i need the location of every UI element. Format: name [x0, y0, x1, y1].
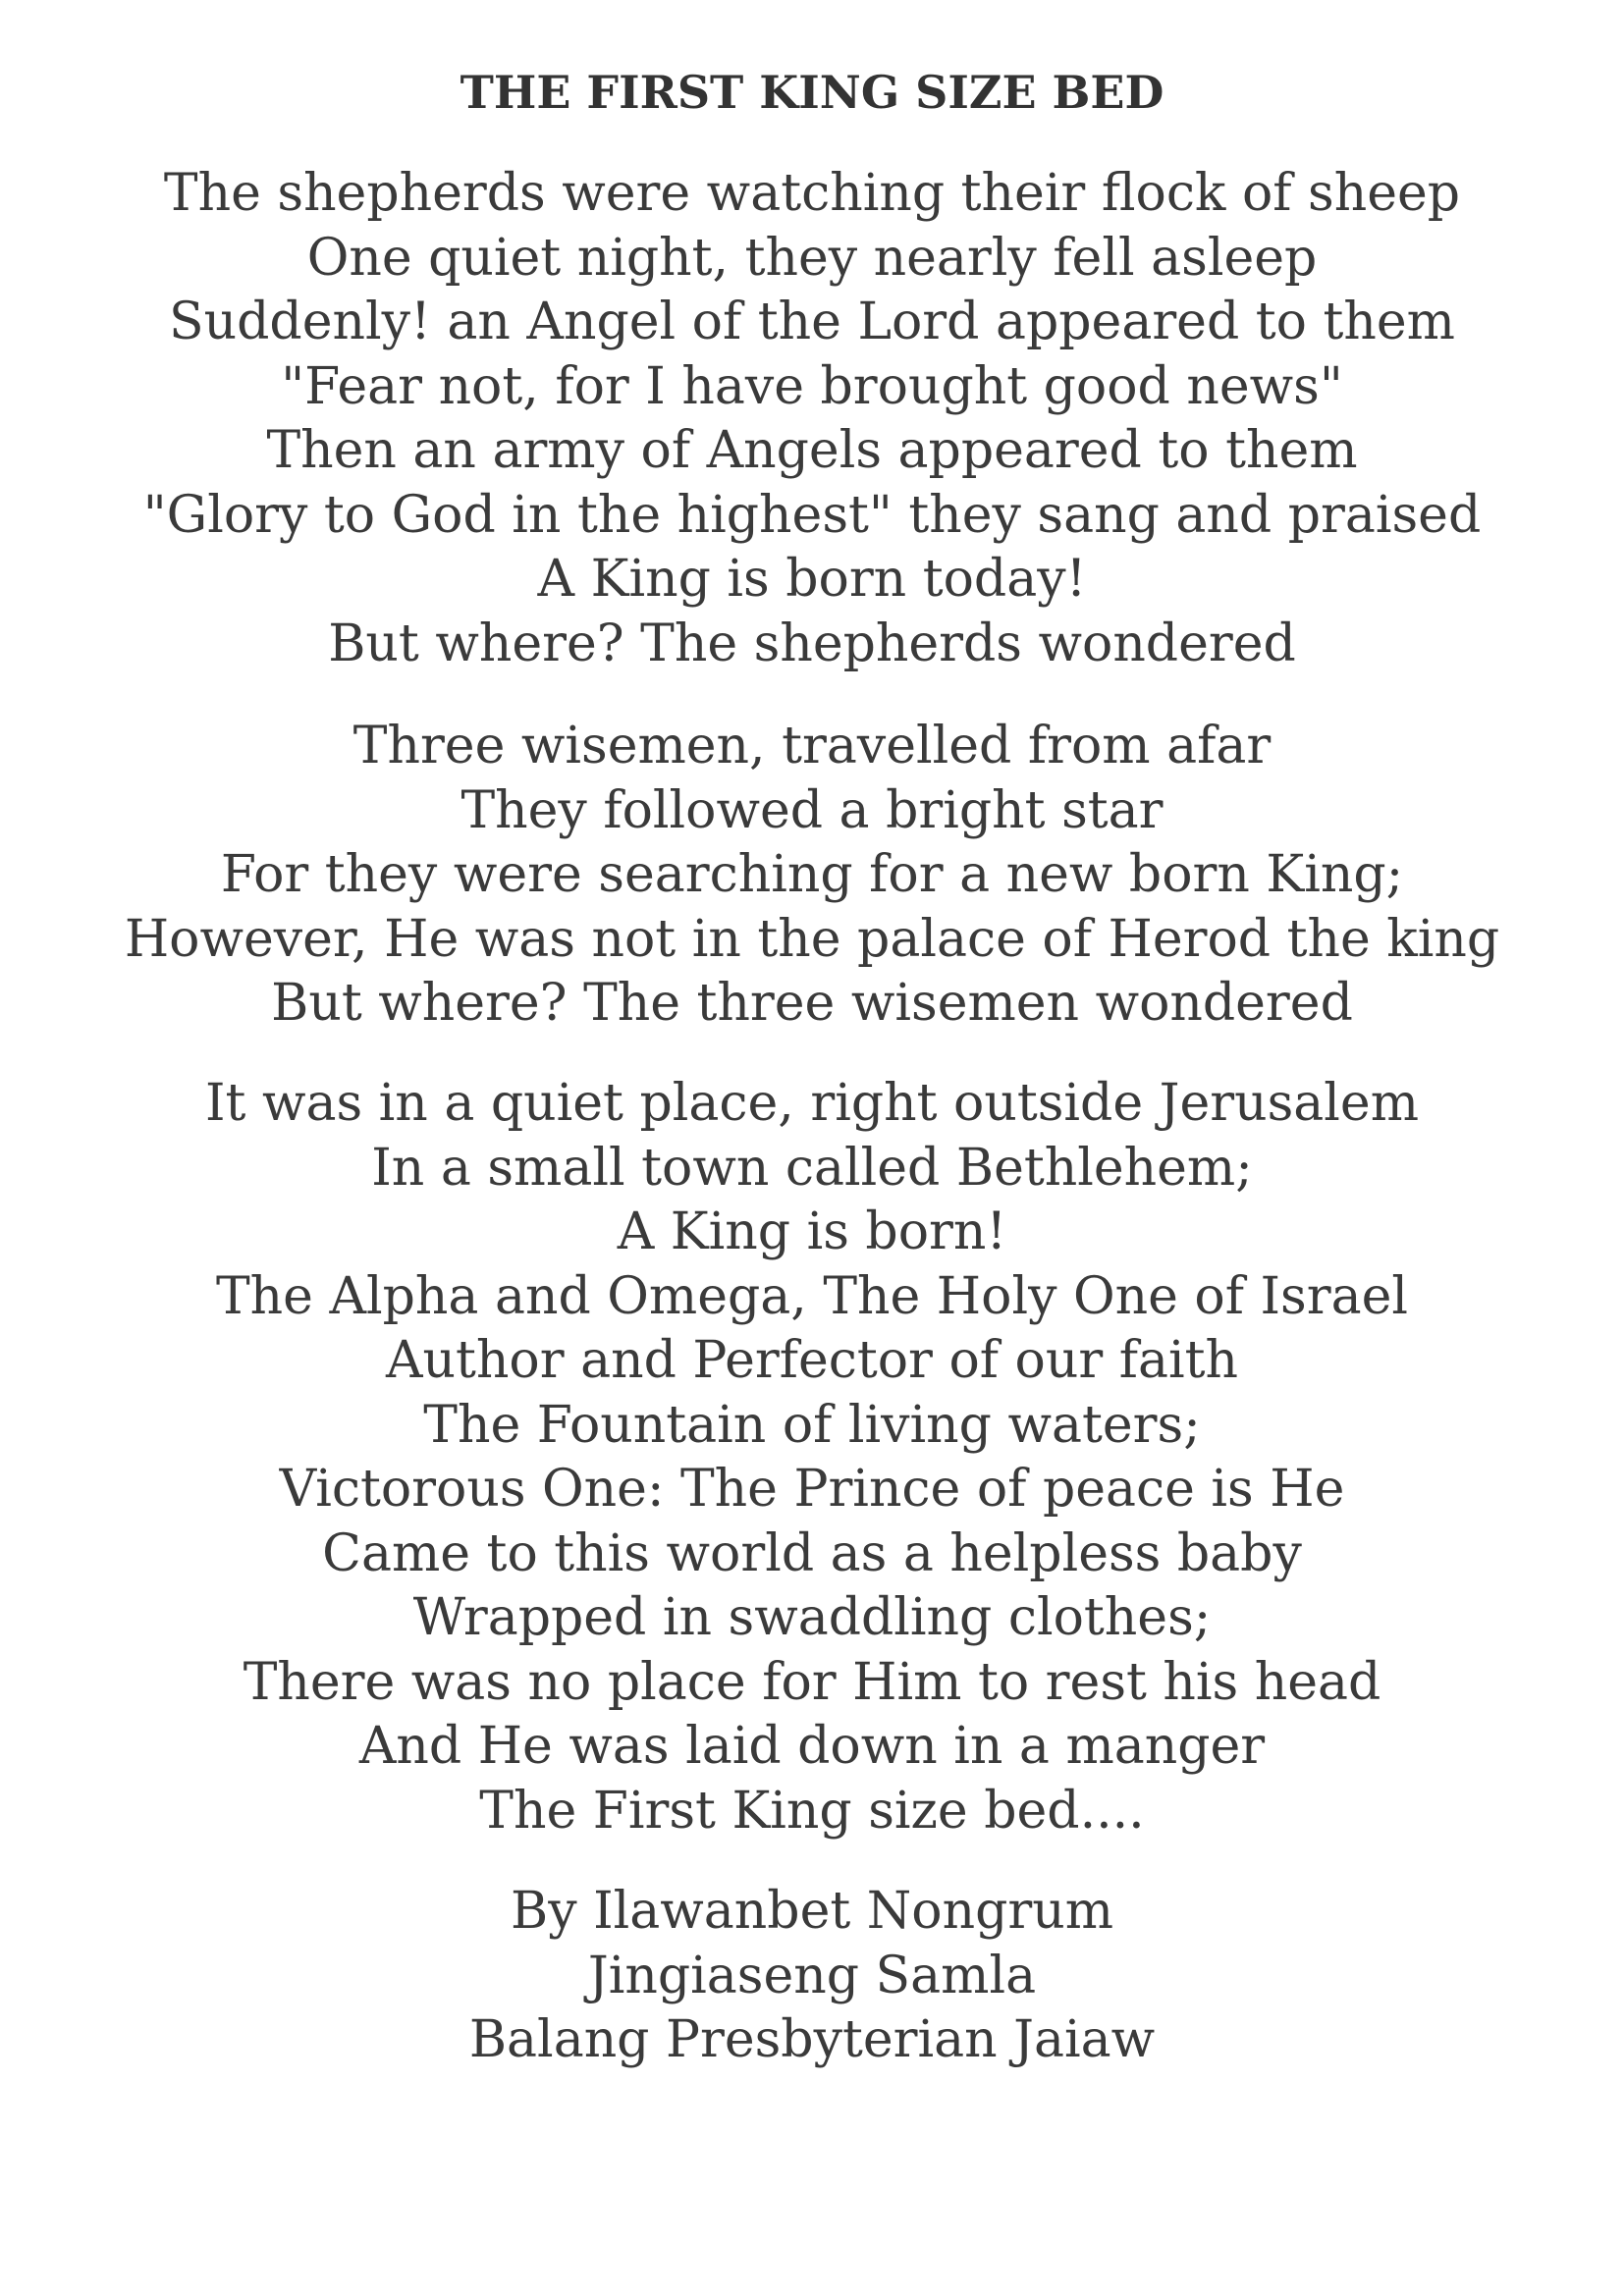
poem-line: Suddenly! an Angel of the Lord appeared to them: [169, 293, 1455, 351]
poem-line: But where? The three wisemen wondered: [271, 974, 1353, 1033]
poem-line: The Alpha and Omega, The Holy One of Israel: [215, 1266, 1408, 1326]
poem-line: One quiet night, they nearly fell asleep: [306, 228, 1318, 288]
poem-line: But where? The shepherds wondered: [328, 614, 1296, 673]
poem-line: Three wisemen, travelled from afar: [352, 717, 1272, 775]
poem-line: Wrapped in swaddling clothes;: [412, 1588, 1212, 1647]
attribution: [0, 1880, 1624, 2073]
poem-line: The Fountain of living waters;: [423, 1395, 1201, 1455]
poem-line: "Glory to God in the highest" they sang and praised: [142, 485, 1482, 545]
stanza-2: [0, 715, 1624, 1037]
poem-line: However, He was not in the palace of Herod the king: [124, 909, 1500, 969]
poem-line: A King is born today!: [537, 550, 1087, 609]
poem-line: It was in a quiet place, right outside Jerusalem: [204, 1074, 1419, 1133]
author-group: Jingiaseng Samla: [587, 1946, 1037, 2005]
poem-line: Victorous One: The Prince of peace is He: [279, 1460, 1345, 1519]
author-church: Balang Presbyterian Jaiaw: [468, 2010, 1156, 2069]
poem-line: Came to this world as a helpless baby: [322, 1523, 1302, 1583]
poem-line: In a small town called Bethlehem;: [371, 1138, 1253, 1198]
poem-line: The First King size bed....: [479, 1781, 1145, 1841]
poem-line: For they were searching for a new born King;: [220, 845, 1404, 904]
poem-line: The shepherds were watching their flock of sheep: [163, 164, 1461, 223]
poem-line: Author and Perfector of our faith: [386, 1331, 1238, 1390]
stanza-3: [0, 1072, 1624, 1843]
stanza-1: [0, 162, 1624, 676]
poem-line: Then an army of Angels appeared to them: [266, 421, 1358, 480]
poem-line: And He was laid down in a manger: [358, 1717, 1266, 1776]
poem-line: "Fear not, for I have brought good news": [281, 356, 1343, 416]
poem-line: There was no place for Him to rest his head: [243, 1652, 1381, 1712]
poem-title: THE FIRST KING SIZE BED: [460, 66, 1164, 119]
poem-line: A King is born!: [617, 1202, 1007, 1261]
author-name: By Ilawanbet Nongrum: [510, 1882, 1114, 1941]
poem-line: They followed a bright star: [460, 780, 1164, 840]
